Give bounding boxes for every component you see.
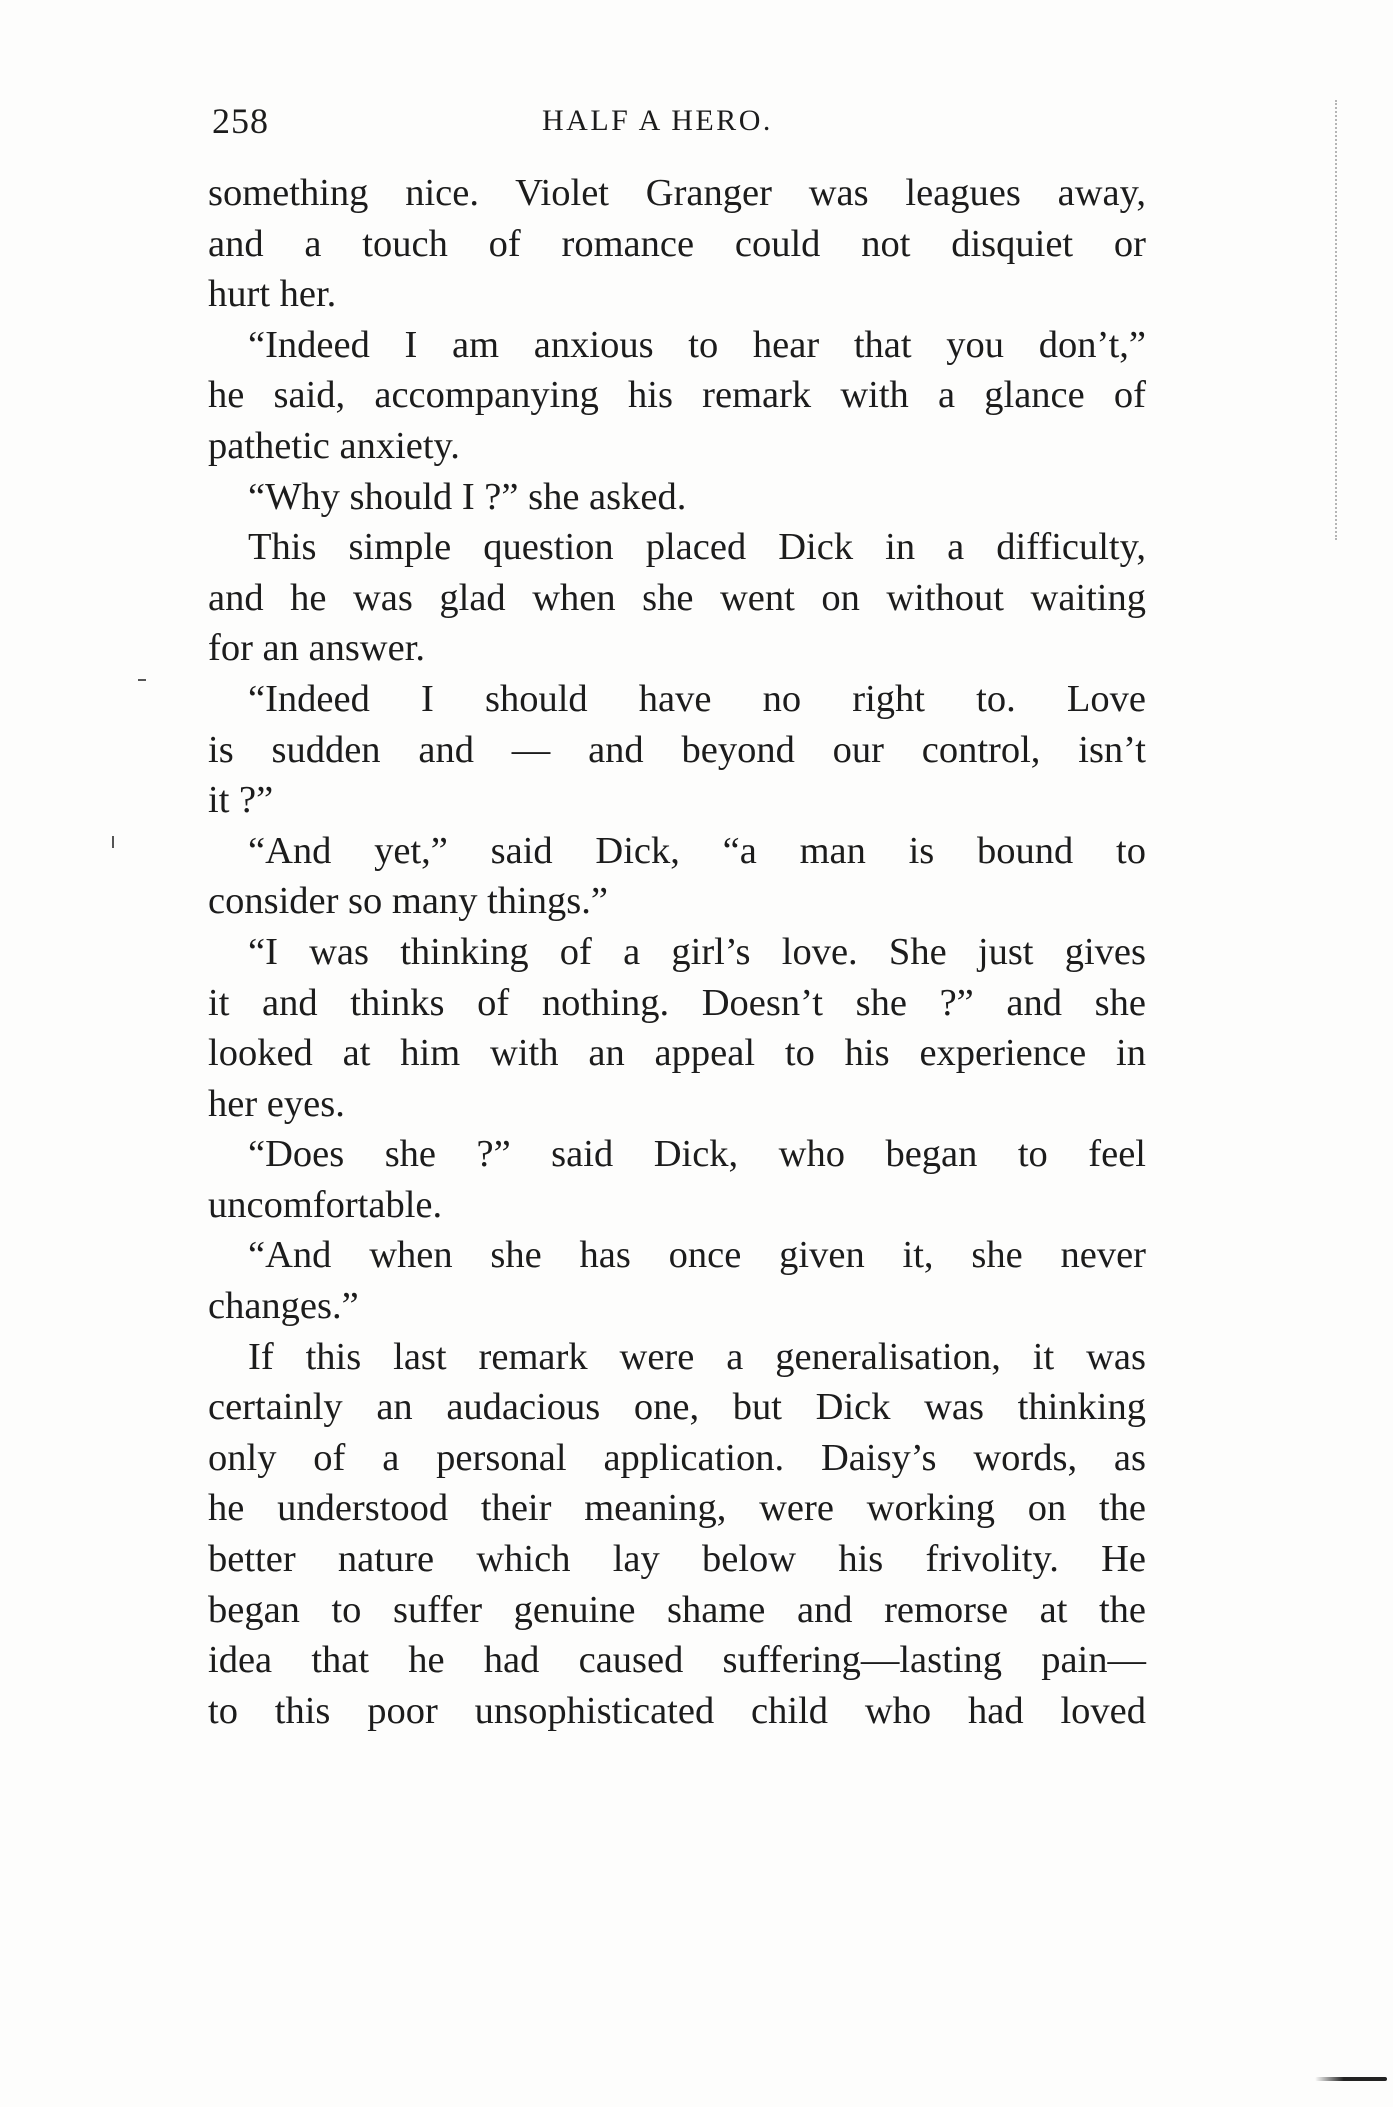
text-line: he said, accompanying his remark with a glance of xyxy=(208,374,1146,417)
text-line: “Indeed I should have no right to. Love xyxy=(248,677,1146,720)
text-line: “Does she ?” said Dick, who began to feel xyxy=(248,1133,1146,1176)
text-line: uncomfortable. xyxy=(208,1183,443,1226)
text-line: he understood their meaning, were working on the xyxy=(208,1487,1146,1530)
text-line: began to suffer genuine shame and remorse at the xyxy=(208,1588,1146,1631)
margin-speck xyxy=(112,836,114,848)
text-line: her eyes. xyxy=(208,1082,345,1125)
text-line: it ?” xyxy=(208,779,274,822)
text-line: changes.” xyxy=(208,1285,359,1328)
text-line: If this last remark were a generalisation, it was xyxy=(248,1335,1146,1378)
running-title: HALF A HERO. xyxy=(542,104,773,137)
page-number: 258 xyxy=(212,101,269,141)
text-line: only of a personal application. Daisy’s words, as xyxy=(208,1436,1146,1479)
text-line: to this poor unsophisticated child who had loved xyxy=(208,1689,1146,1732)
text-line: This simple question placed Dick in a difficulty, xyxy=(248,526,1146,569)
text-line: idea that he had caused suffering—lasting pain— xyxy=(208,1639,1146,1682)
text-line: pathetic anxiety. xyxy=(208,424,460,467)
text-line: better nature which lay below his frivolity. He xyxy=(208,1538,1146,1581)
text-line: hurt her. xyxy=(208,273,337,316)
text-line: for an answer. xyxy=(208,627,426,670)
text-line: certainly an audacious one, but Dick was thinking xyxy=(208,1386,1146,1429)
text-line: “And when she has once given it, she never xyxy=(248,1234,1146,1277)
margin-speck xyxy=(138,679,146,681)
page-edge-shadow xyxy=(1332,100,1337,540)
text-line: is sudden and — and beyond our control, isn’t xyxy=(208,728,1146,771)
running-header xyxy=(212,100,1142,150)
text-line: and a touch of romance could not disquiet or xyxy=(208,222,1146,265)
text-line: it and thinks of nothing. Doesn’t she ?” and she xyxy=(208,981,1146,1024)
corner-rule xyxy=(1315,2077,1387,2081)
text-line: and he was glad when she went on without waiting xyxy=(208,576,1146,619)
text-line: “Why should I ?” she asked. xyxy=(248,475,687,518)
text-line: “Indeed I am anxious to hear that you don’t,” xyxy=(248,323,1146,366)
text-line: consider so many things.” xyxy=(208,880,608,923)
text-line: “And yet,” said Dick, “a man is bound to xyxy=(248,829,1146,872)
body-text xyxy=(208,168,1146,1736)
text-line: “I was thinking of a girl’s love. She just gives xyxy=(248,930,1146,973)
text-line: something nice. Violet Granger was leagues away, xyxy=(208,172,1146,214)
text-line: looked at him with an appeal to his experience in xyxy=(208,1032,1146,1075)
